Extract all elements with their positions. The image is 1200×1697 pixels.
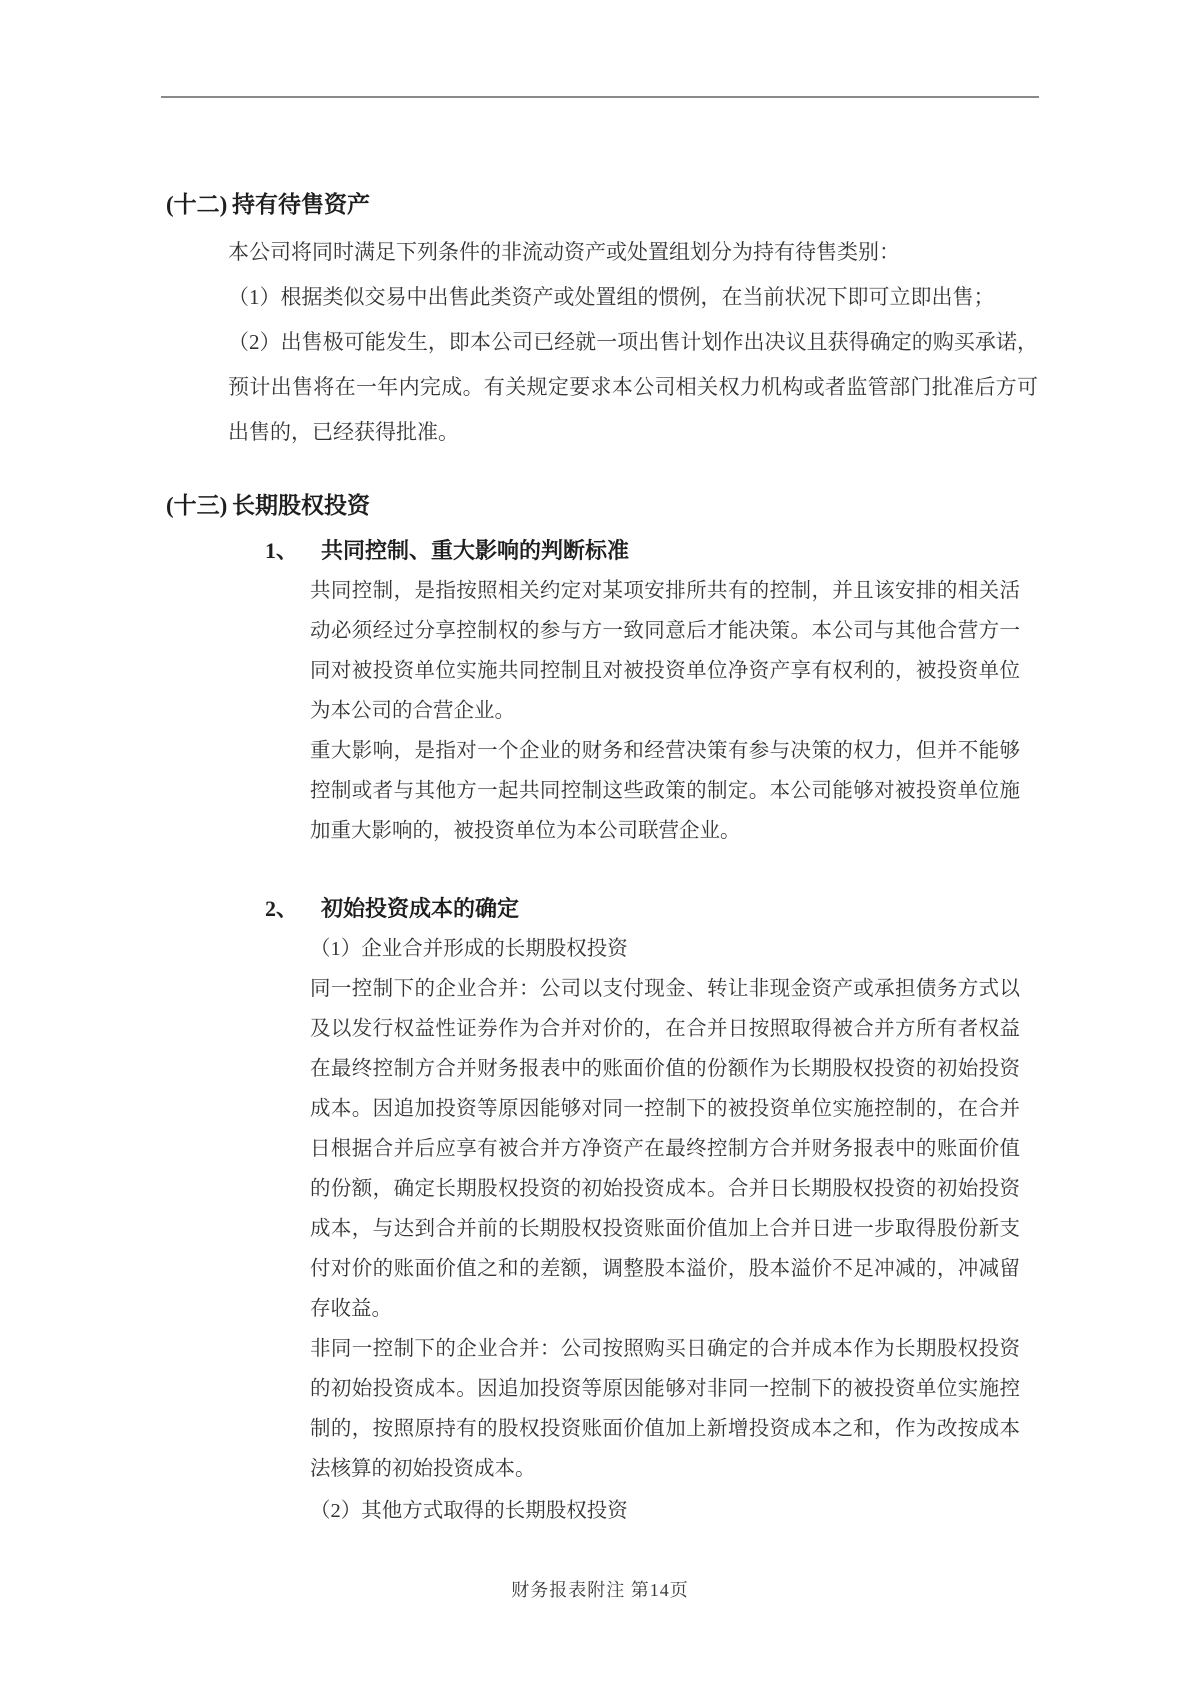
section-body [228, 230, 1038, 455]
item-number: 1、 [265, 538, 299, 563]
item-title: 初始投资成本的确定 [321, 896, 520, 921]
section-13-long-term-equity-investments [166, 491, 1040, 1531]
paragraph: 本公司将同时满足下列条件的非流动资产或处置组划分为持有待售类别： [228, 240, 900, 264]
section-heading [166, 190, 1040, 220]
paragraph: 重大影响，是指对一个企业的财务和经营决策有参与决策的权力，但并不能够控制或者与其他方一起共同控制这些政策的制定。本公司能够对被投资单位施加重大影响的，被投资单位为本公司联营企业。 [310, 740, 1020, 842]
sub-item-label: （1）企业合并形成的长期股权投资 [310, 938, 628, 960]
item-1-joint-control-criteria [166, 537, 1040, 851]
page-footer: 财务报表附注 第14页 [511, 1580, 689, 1600]
item-heading [265, 895, 1040, 923]
item-body [310, 571, 1020, 851]
item-2-initial-investment-cost [166, 895, 1040, 1531]
paragraph: 非同一控制下的企业合并：公司按照购买日确定的合并成本作为长期股权投资的初始投资成本。因追加投资等原因能够对非同一控制下的被投资单位实施控制的，按照原持有的股权投资账面价值加上新增投资成本之和，作为改按成本法核算的初始投资成本。 [310, 1338, 1020, 1480]
paragraph: 共同控制，是指按照相关约定对某项安排所共有的控制，并且该安排的相关活动必须经过分享控制权的参与方一致同意后才能决策。本公司与其他合营方一同对被投资单位实施共同控制且对被投资单位净资产享有权利的，被投资单位为本公司的合营企业。 [310, 580, 1020, 722]
paragraph: （2）出售极可能发生，即本公司已经就一项出售计划作出决议且获得确定的购买承诺，预计出售将在一年内完成。有关规定要求本公司相关权力机构或者监管部门批准后方可出售的，已经获得批准。 [228, 330, 1038, 444]
section-number: (十三) [166, 493, 228, 518]
item-number: 2、 [265, 896, 299, 921]
paragraph: （1）根据类似交易中出售此类资产或处置组的惯例，在当前状况下即可立即出售； [228, 285, 995, 309]
header-divider [161, 96, 1039, 98]
item-heading [265, 537, 1040, 565]
section-12-held-for-sale-assets [166, 190, 1040, 455]
page-content [166, 190, 1040, 1531]
sub-item-label: （2）其他方式取得的长期股权投资 [310, 1500, 628, 1522]
section-number: (十二) [166, 192, 228, 217]
item-title: 共同控制、重大影响的判断标准 [321, 538, 630, 563]
paragraph: 同一控制下的企业合并：公司以支付现金、转让非现金资产或承担债务方式以及以发行权益性证券作为合并对价的，在合并日按照取得被合并方所有者权益在最终控制方合并财务报表中的账面价值的份额作为长期股权投资的初始投资成本。因追加投资等原因能够对同一控制下的被投资单位实施控制的，在合并日根据合并后应享有被合并方净资产在最终控制方合并财务报表中的账面价值的份额，确定长期股权投资的初始投资成本。合并日长期股权投资的初始投资成本，与达到合并前的长期股权投资账面价值加上合并日进一步取得股份新支付对价的账面价值之和的差额，调整股本溢价，股本溢价不足冲减的，冲减留存收益。 [310, 978, 1020, 1320]
section-title: 长期股权投资 [232, 493, 370, 518]
item-body [310, 929, 1020, 1531]
section-heading [166, 491, 1040, 521]
section-title: 持有待售资产 [232, 192, 370, 217]
